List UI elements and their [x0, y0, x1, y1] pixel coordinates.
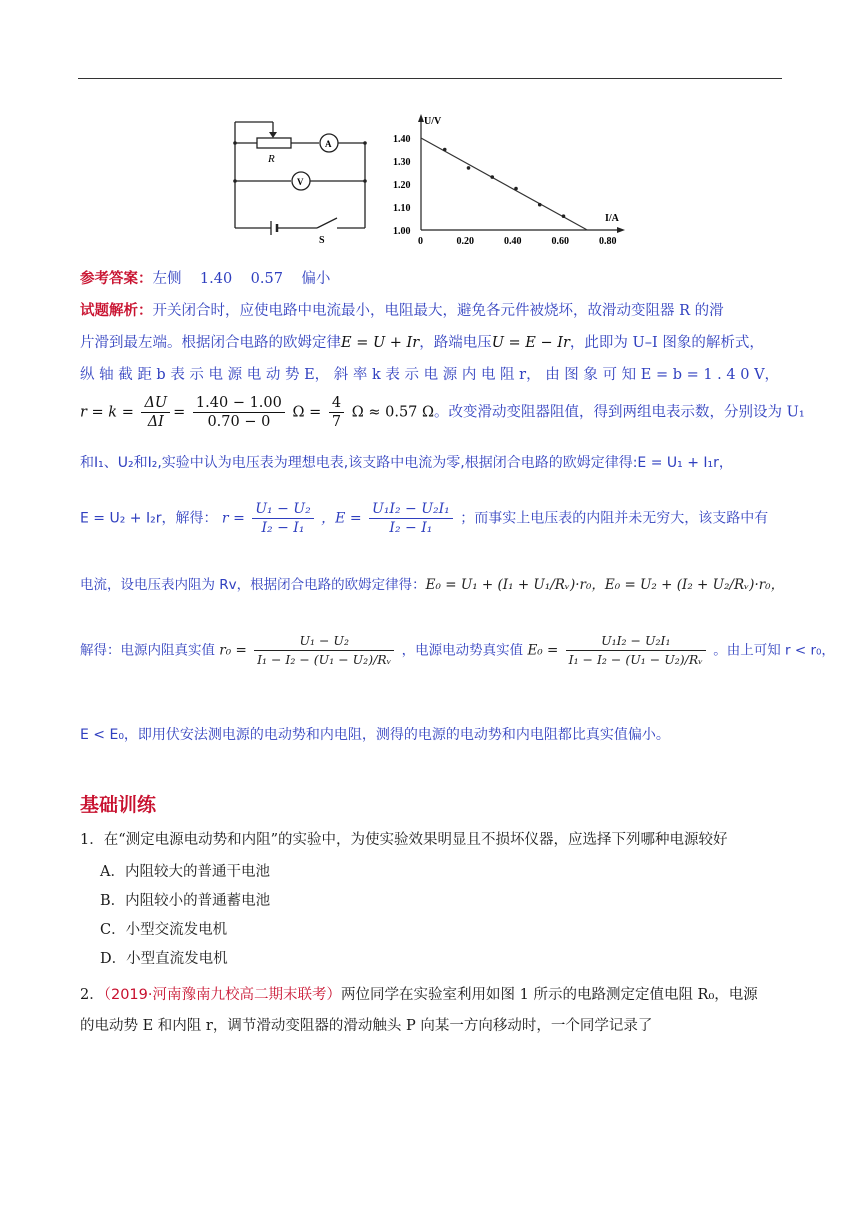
x-tick-label: 0.80	[599, 236, 617, 247]
analysis-line-6: E = U₂ + I₂r，解得： r = $\frac{\text{U₁ − U₂}}{\text{I₂ − I₁}}$ ，E = $\frac{\text{U₁I₂ − U₂I₁}}{\text{I₂ − I₁}}$ ；而事实上电压表的内阻并未无穷大，该支路中有	[80, 501, 769, 536]
section-title: 基础训练	[80, 794, 157, 816]
q1-option-d: D．小型直流发电机	[100, 951, 228, 967]
analysis-line-2: 片滑到最左端。根据闭合电路的欧姆定律E = U + Ir，路端电压U = E − Ir，此即为 U–I 图象的解析式，	[80, 335, 764, 351]
ui-graph	[393, 114, 625, 247]
analysis-line-1: 试题解析：开关闭合时，应使电路中电流最小，电阻最大，避免各元件被烧坏，故滑动变阻器 R 的滑	[80, 302, 724, 319]
analysis-line-9: E < E₀，即用伏安法测电源的电动势和内电阻，测得的电源的电动势和内电阻都比真实值偏小。	[80, 727, 670, 743]
analysis-label: 试题解析：	[80, 302, 153, 319]
switch-label: S	[319, 235, 325, 246]
q1-option-b: B．内阻较小的普通蓄电池	[100, 893, 271, 909]
q2-source: （2019·河南豫南九校高二期末联考）	[103, 987, 341, 1003]
question-2: 2．（2019·河南豫南九校高二期末联考）两位同学在实验室利用如图 1 所示的电路测定定值电阻 R₀，电源	[80, 987, 758, 1003]
x-axis-label: I/A	[605, 213, 619, 224]
rheostat-resistor	[257, 138, 291, 148]
y-tick-label: 1.30	[393, 157, 411, 168]
analysis-line-5: 和I₁、U₂和I₂,实验中认为电压表为理想电表,该支路中电流为零,根据闭合电路的欧姆定律得:E = U₁ + I₁r，	[80, 455, 733, 471]
y-tick-label: 1.00	[393, 226, 411, 237]
analysis-line-7: 电流，设电压表内阻为 Rv，根据闭合电路的欧姆定律得：E₀ = U₁ + (I₁ + U₁/Rᵥ)·r₀，E₀ = U₂ + (I₂ + U₂/Rᵥ)·r₀，	[80, 577, 785, 593]
figures	[225, 110, 645, 250]
header-rule	[78, 78, 782, 79]
x-tick-label: 0.40	[504, 236, 522, 247]
question-2-cont: 的电动势 E 和内阻 r，调节滑动变阻器的滑动触头 P 向某一方向移动时，一个同学记录了	[80, 1018, 653, 1034]
data-point	[490, 175, 494, 179]
q1-option-c: C．小型交流发电机	[100, 922, 228, 938]
analysis-line-4: r = k = $\frac{\Delta U}{\Delta I}$ = $\frac{1.40 - 1.00}{0.70 - 0}$ Ω = $\frac{4}{7}$ Ω ≈ 0.57 Ω。改变滑动变阻器阻值，得到两组电表示数，分别设为 U₁	[80, 395, 805, 430]
answer-label: 参考答案：	[80, 270, 153, 287]
answer-text: 左侧 1.40 0.57 偏小	[152, 271, 331, 287]
analysis-line-3: 纵 轴 截 距 b 表 示 电 源 电 动 势 E， 斜 率 k 表 示 电 源 内 电 阻 r， 由 图 象 可 知 E = b = 1 . 4 0 V，	[80, 367, 780, 383]
y-axis-label: U/V	[424, 116, 442, 127]
resistor-label: R	[268, 153, 275, 165]
x-tick-label: 0.60	[551, 236, 569, 247]
question-1: 1．在“测定电源电动势和内阻”的实验中，为使实验效果明显且不损坏仪器，应选择下列哪种电源较好	[80, 832, 728, 848]
data-point	[443, 148, 447, 152]
data-point	[562, 214, 566, 218]
y-tick-label: 1.10	[393, 203, 411, 214]
analysis-line-8: 解得：电源内阻真实值 r₀ = $\frac{\text{U₁ − U₂}}{\text{I₁ − I₂ − (U₁ − U₂)/Rᵥ}}$ ，电源电动势真实值 E₀ = $\frac{\text{U₁I₂ − U₂I₁}}{\text{I₁ − I₂ − (U₁ − U₂)/Rᵥ}}$ 。由上可知 r < r₀，	[80, 633, 835, 667]
y-tick-label: 1.40	[393, 134, 411, 145]
y-tick-label: 1.20	[393, 180, 411, 191]
data-point	[467, 166, 471, 170]
voltmeter-label: V	[297, 177, 304, 187]
ammeter-label: A	[325, 139, 332, 149]
x-tick-label: 0	[418, 236, 423, 247]
q1-option-a: A．内阻较大的普通干电池	[100, 864, 270, 880]
x-tick-label: 0.20	[456, 236, 474, 247]
answer-line	[80, 268, 785, 290]
data-point	[514, 187, 518, 191]
slider-arrow	[269, 132, 277, 138]
data-point	[538, 203, 542, 207]
